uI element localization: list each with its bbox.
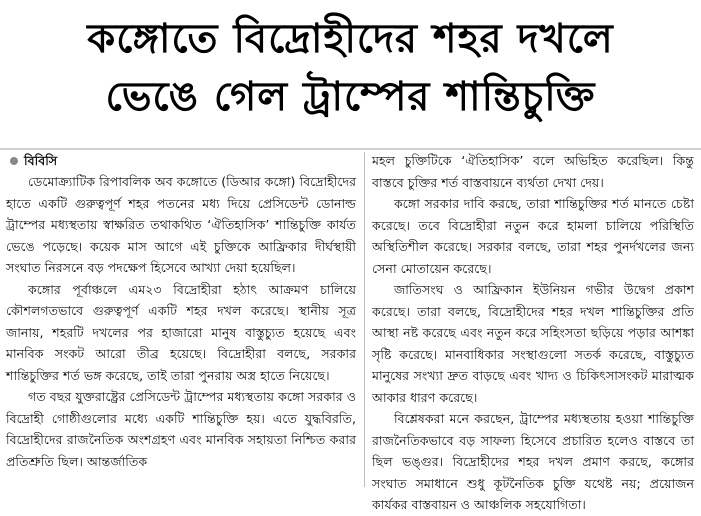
headline-line-2: ভেঙে গেল ট্রাম্পের শান্তিচুক্তি	[105, 74, 596, 120]
paragraph: কঙ্গোর পূর্বাঞ্চলে এম২৩ বিদ্রোহীরা হঠাৎ আক্রমণ চালিয়ে কৌশলগতভাবে গুরুত্বপূর্ণ একটি শহর দখল করেছে। স্থানীয় সূত্র জানায়, শহরটি দখলের পর হাজারো মানুষ বাস্তুচ্যুত হয়েছে এবং মানবিক সংকট আরো তীব্র হয়েছে। বিদ্রোহীরা বলছে, সরকার শান্তিচুক্তির শর্ত ভঙ্গ করেছে, তাই তারা পুনরায় অস্ত্র হাতে নিয়েছে।	[6, 281, 356, 383]
paragraph: গত বছর যুক্তরাষ্ট্রের প্রেসিডেন্ট ট্রাম্পের মধ্যস্থতায় কঙ্গো সরকার ও বিদ্রোহী গোষ্ঠীগুলোর মধ্যে একটি শান্তিচুক্তি হয়। এতে যুদ্ধবিরতি, বিদ্রোহীদের রাজনৈতিক অংশগ্রহণ এবং মানবিক সহায়তা নিশ্চিত করার প্রতিশ্রুতি ছিল। আন্তর্জাতিক	[6, 389, 356, 469]
byline-source: বিবিসি	[24, 152, 58, 168]
bullet-icon	[10, 157, 18, 165]
paragraph-continued: মহল চুক্তিটিকে ‘ঐতিহাসিক’ বলে অভিহিত করেছিল। কিন্তু বাস্তবে চুক্তির শর্ত বাস্তবায়নে ব্যর্থতা দেখা দেয়।	[372, 153, 694, 190]
right-column	[372, 150, 694, 516]
paragraph: ডেমোক্র্যাটিক রিপাবলিক অব কঙ্গোতে (ডিআর কঙ্গো) বিদ্রোহীদের হাতে একটি গুরুত্বপূর্ণ শহর পতনের মধ্য দিয়ে প্রেসিডেন্ট ডোনাল্ড ট্রাম্পের মধ্যস্থতায় স্বাক্ষরিত তথাকথিত ‘ঐতিহাসিক’ শান্তিচুক্তি কার্যত ভেঙে পড়েছে। কয়েক মাস আগে এই চুক্তিকে আফ্রিকার দীর্ঘস্থায়ী সংঘাত নিরসনে বড় পদক্ষেপ হিসেবে আখ্যা দেয়া হয়েছিল।	[6, 174, 356, 275]
column-divider	[364, 152, 365, 487]
headline-line-1: কঙ্গোতে বিদ্রোহীদের শহর দখলে	[87, 16, 614, 62]
paragraph: জাতিসংঘ ও আফ্রিকান ইউনিয়ন গভীর উদ্বেগ প্রকাশ করেছে। তারা বলছে, বিদ্রোহীদের শহর দখল শান্তিচুক্তির প্রতি আস্থা নষ্ট করেছে এবং নতুন করে সহিংসতা ছড়িয়ে পড়ার আশঙ্কা সৃষ্টি করেছে। মানবাধিকার সংস্থাগুলো সতর্ক করেছে, বাস্তুচ্যুত মানুষের সংখ্যা দ্রুত বাড়ছে এবং খাদ্য ও চিকিৎসাসংকট মারাত্মক আকার ধারণ করেছে।	[372, 282, 694, 405]
paragraph: কঙ্গো সরকার দাবি করছে, তারা শান্তিচুক্তির শর্ত মানতে চেষ্টা করেছে। তবে বিদ্রোহীরা নতুন করে হামলা চালিয়ে পরিস্থিতি অস্থিতিশীল করেছে। সরকার বলছে, তারা শহর পুনর্দখলের জন্য সেনা মোতায়েন করেছে।	[372, 196, 694, 276]
left-column	[6, 150, 356, 472]
byline	[6, 150, 356, 171]
paragraph: বিশ্লেষকরা মনে করছেন, ট্রাম্পের মধ্যস্থতায় হওয়া শান্তিচুক্তি রাজনৈতিকভাবে বড় সাফল্য হিসেবে প্রচারিত হলেও বাস্তবে তা ছিল ভঙ্গুর। বিদ্রোহীদের শহর দখল প্রমাণ করছে, কঙ্গোর সংঘাত সমাধানে শুধু কূটনৈতিক চুক্তি যথেষ্ট নয়; প্রয়োজন কার্যকর বাস্তবায়ন ও আঞ্চলিক সহযোগিতা।	[372, 411, 694, 512]
headline	[0, 10, 701, 126]
